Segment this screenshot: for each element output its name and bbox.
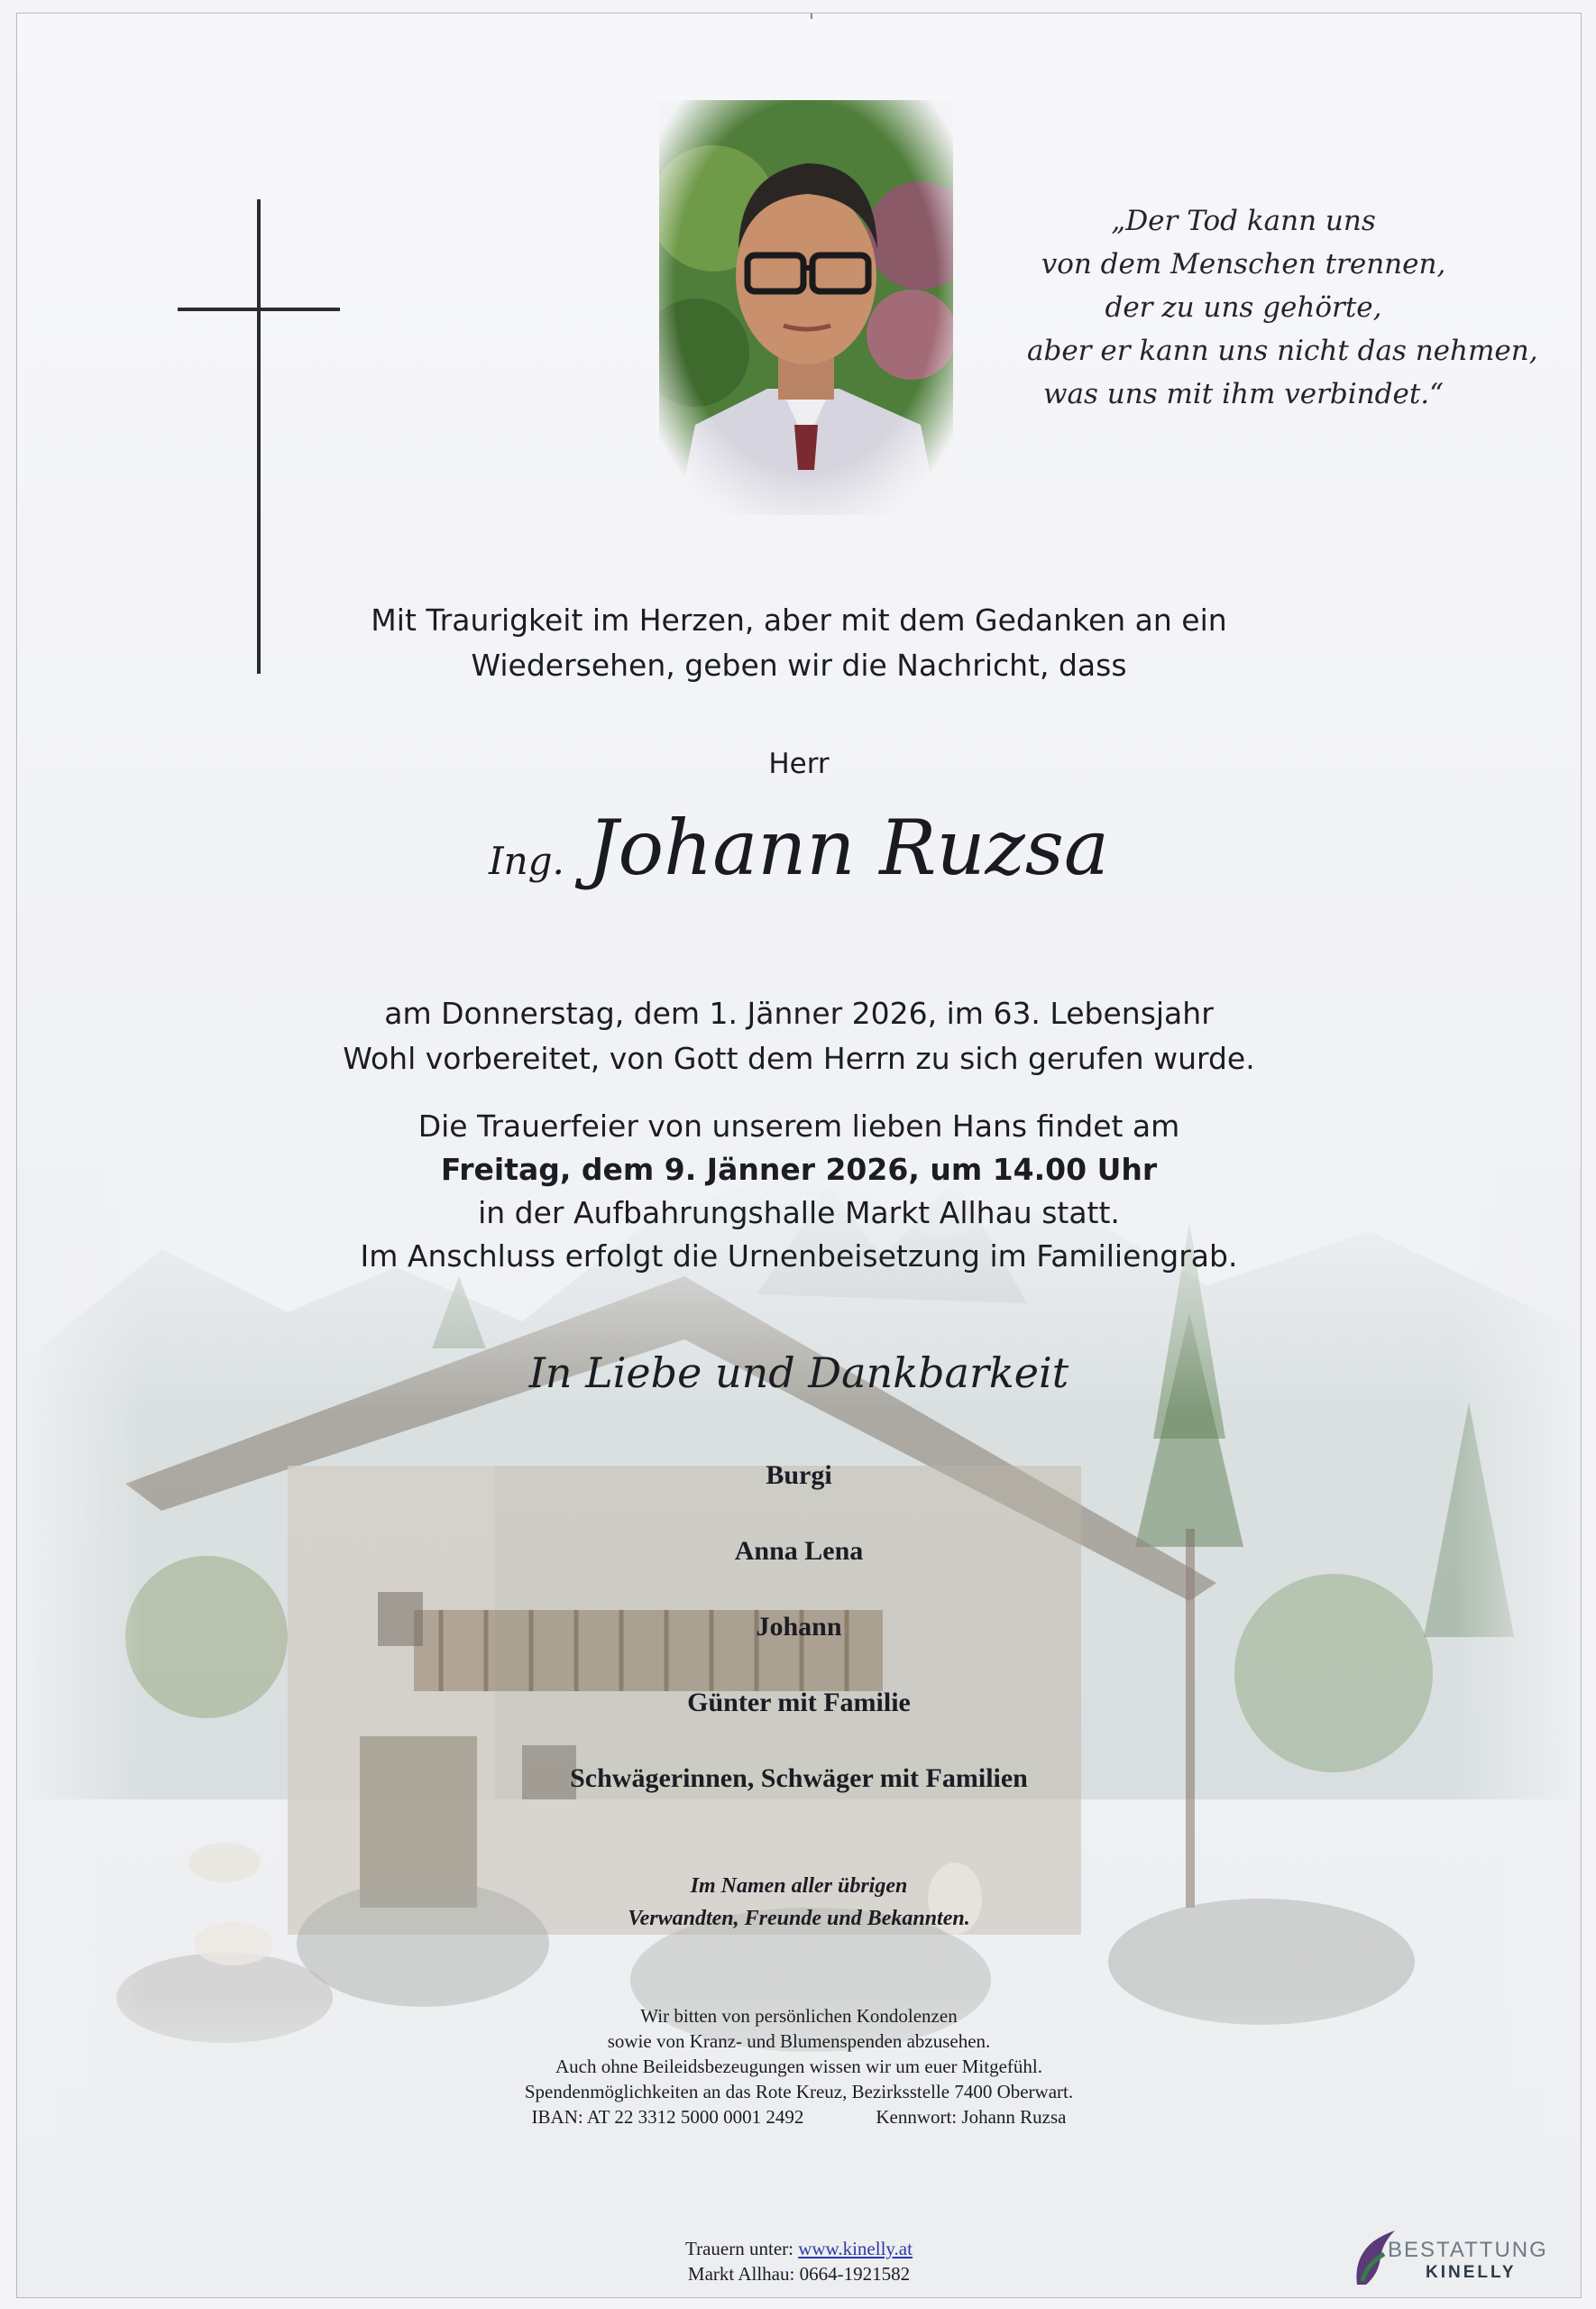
mourner-item: Anna Lena (734, 1536, 864, 1566)
mourner-item: Günter mit Familie (687, 1688, 911, 1717)
salutation: Herr (768, 748, 830, 780)
notes-line: Auch ohne Beileidsbezeugungen wissen wir um euer Mitgefühl. (555, 2056, 1043, 2077)
intro-line: Wiedersehen, geben wir die Nachricht, dass (471, 648, 1127, 683)
others-line: Verwandten, Freunde und Bekannten. (628, 1907, 970, 1930)
deceased-name (17, 798, 1581, 911)
ceremony-line: in der Aufbahrungshalle Markt Allhau statt. (478, 1195, 1120, 1230)
iban: IBAN: AT 22 3312 5000 0001 2492 (531, 2106, 804, 2128)
intro-line: Mit Traurigkeit im Herzen, aber mit dem Gedanken an ein (371, 603, 1227, 638)
website-link[interactable]: www.kinelly.at (798, 2238, 913, 2259)
mourners-list (17, 1460, 1581, 1839)
mourner-item: Schwägerinnen, Schwäger mit Familien (570, 1763, 1028, 1793)
quote-line: aber er kann uns nicht das nehmen, (1027, 335, 1538, 367)
deceased-full-name: Johann Ruzsa (587, 804, 1109, 892)
obituary-page (16, 13, 1582, 2298)
portrait-photo (659, 100, 953, 515)
phone-line: Markt Allhau: 0664-1921582 (687, 2263, 911, 2285)
footer (17, 2236, 1581, 2286)
ceremony-line: Die Trauerfeier von unserem lieben Hans findet am (417, 1109, 1180, 1144)
logo-text-kinelly: KINELLY (1426, 2263, 1517, 2282)
mourner-item: Johann (756, 1612, 842, 1642)
love-heading: In Liebe und Dankbarkeit (528, 1348, 1069, 1397)
footer-web-line (17, 2236, 1581, 2261)
death-line: am Donnerstag, dem 1. Jänner 2026, im 63. Lebensjahr (384, 996, 1214, 1031)
mourner-item: Burgi (766, 1460, 832, 1490)
other-relatives (17, 1870, 1581, 1935)
quote-line: „Der Tod kann uns (1111, 205, 1376, 237)
ceremony-line: Im Anschluss erfolgt die Urnenbeisetzung im Familiengrab. (360, 1238, 1238, 1274)
ceremony-date: Freitag, dem 9. Jänner 2026, um 14.00 Uhr (440, 1152, 1158, 1187)
scan-mark (811, 14, 812, 19)
cross-icon-crossbar (178, 308, 340, 311)
intro-text (17, 598, 1581, 688)
condolence-notes (17, 2003, 1581, 2130)
notes-line: Spendenmöglichkeiten an das Rote Kreuz, Bezirksstelle 7400 Oberwart. (524, 2081, 1074, 2102)
mourn-label: Trauern unter: (685, 2238, 793, 2259)
ceremony-info (17, 1105, 1581, 1278)
quote-line: von dem Menschen trennen, (1041, 248, 1446, 281)
death-line: Wohl vorbereitet, von Gott dem Herrn zu sich gerufen wurde. (343, 1041, 1255, 1076)
donation-keyword: Kennwort: Johann Ruzsa (876, 2106, 1067, 2128)
funeral-home-logo (1348, 2222, 1555, 2294)
notes-line: Wir bitten von persönlichen Kondolenzen (640, 2005, 958, 2027)
quote-line: was uns mit ihm verbindet.“ (1043, 378, 1444, 410)
notes-line: sowie von Kranz- und Blumenspenden abzusehen. (607, 2030, 991, 2052)
others-line: Im Namen aller übrigen (690, 1874, 908, 1898)
death-announcement (17, 991, 1581, 1081)
logo-text-bestattung: BESTATTUNG (1388, 2238, 1548, 2262)
quote-line: der zu uns gehörte, (1105, 291, 1382, 324)
quote (1027, 199, 1538, 416)
deceased-title: Ing. (488, 839, 564, 883)
bank-details (532, 2104, 1067, 2130)
